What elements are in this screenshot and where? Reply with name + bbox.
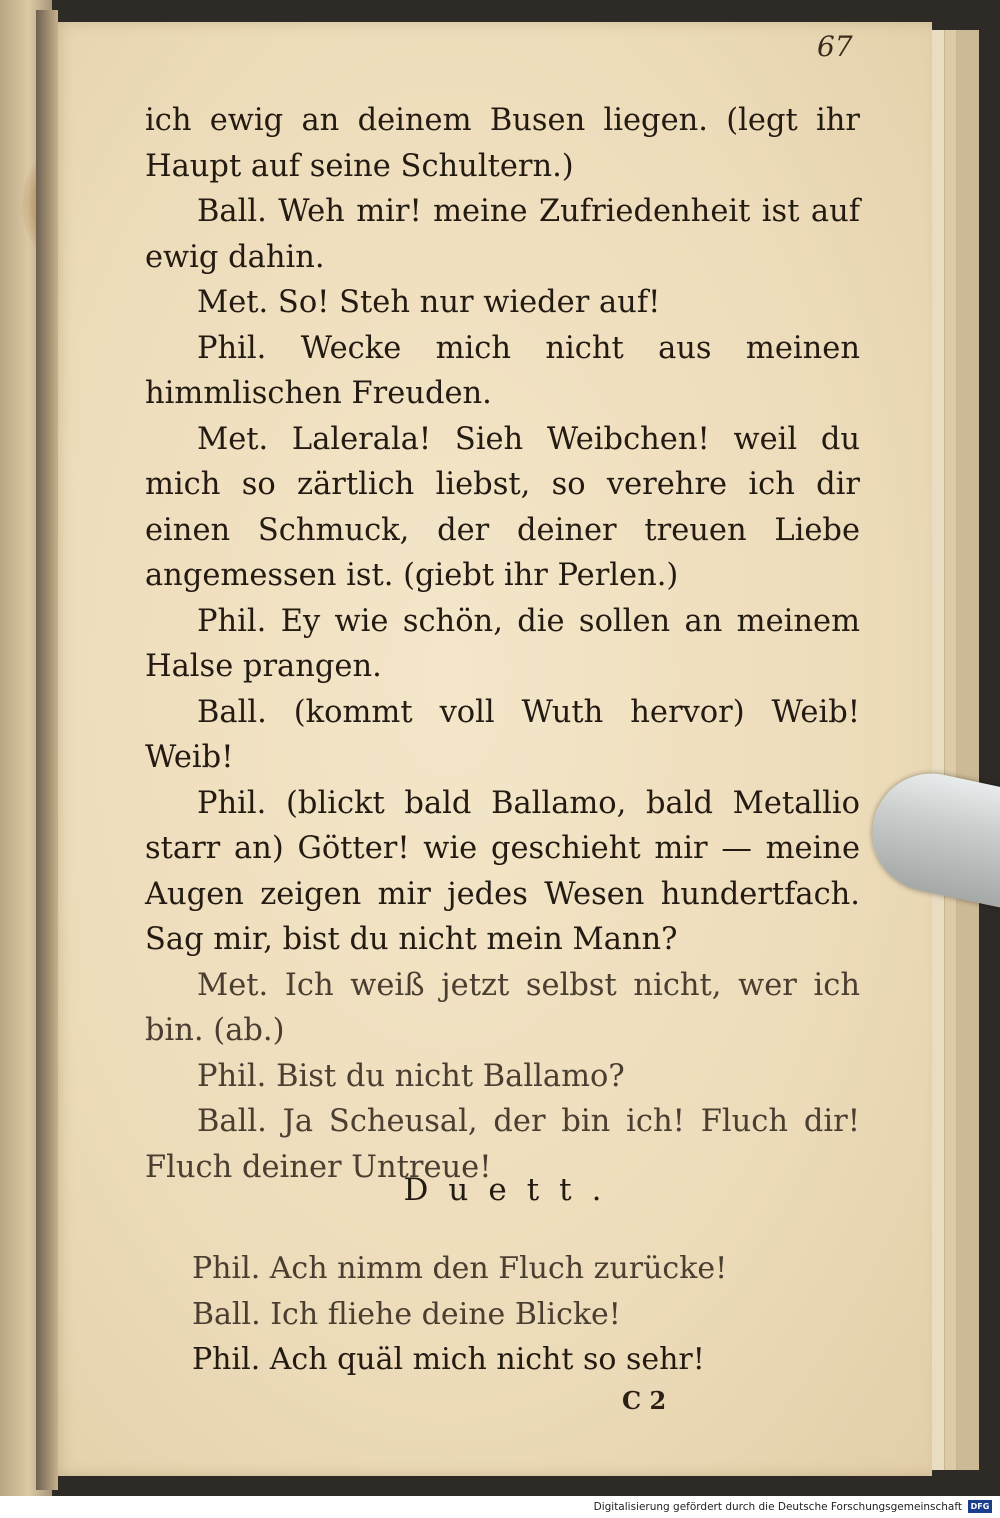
page-number: 67 — [817, 30, 853, 63]
verse-line: Phil. Ach quäl mich nicht so sehr! — [192, 1342, 705, 1377]
paragraph: Met. Lalerala! Sieh Weibchen! weil du mich so zärtlich liebst, so verehre ich dir einen Schmuck, der deiner treuen Liebe angemessen ist. (giebt ihr Perlen.) — [145, 421, 860, 593]
paragraph: Ball. Weh mir! meine Zufriedenheit ist auf ewig dahin. — [145, 194, 860, 275]
paragraph: Phil. Bist du nicht Ballamo? — [197, 1058, 625, 1094]
page-gutter — [36, 10, 58, 1490]
signature-mark: C 2 — [622, 1386, 667, 1415]
dfg-logo: DFG — [968, 1500, 992, 1513]
verse-line: Ball. Ich fliehe deine Blicke! — [192, 1296, 621, 1332]
paragraph: Phil. (blickt bald Ballamo, bald Metallio starr an) Götter! wie geschieht mir — meine Augen zeigen mir jedes Wesen hundertfach. Sag mir, bist du nicht mein Mann? — [145, 785, 860, 957]
page-edge-stack — [930, 30, 945, 1470]
footer-bar — [0, 1496, 1000, 1518]
page-edge-stack-3 — [956, 30, 979, 1470]
body-text — [145, 98, 860, 1190]
verse-line: Phil. Ach nimm den Fluch zurücke! — [192, 1251, 728, 1286]
paragraph: Ball. Ja Scheusal, der bin ich! Fluch dir! Fluch deiner Untreue! — [145, 1104, 860, 1185]
verse-block — [192, 1246, 832, 1383]
footer-credit: Digitalisierung gefördert durch die Deutsche Forschungsgemeinschaft — [593, 1501, 962, 1513]
paragraph: ich ewig an deinem Busen liegen. (legt ihr Haupt auf seine Schultern.) — [145, 103, 860, 184]
paragraph: Phil. Ey wie schön, die sollen an meinem Halse prangen. — [145, 603, 860, 684]
paragraph: Phil. Wecke mich nicht aus meinen himmlischen Freuden. — [145, 330, 860, 411]
paragraph: Met. So! Steh nur wieder auf! — [197, 285, 661, 320]
paragraph: Met. Ich weiß jetzt selbst nicht, wer ich bin. (ab.) — [145, 967, 860, 1048]
paragraph: Ball. (kommt voll Wuth hervor) Weib! Weib! — [145, 694, 860, 775]
section-heading: Duett. — [403, 1172, 622, 1208]
